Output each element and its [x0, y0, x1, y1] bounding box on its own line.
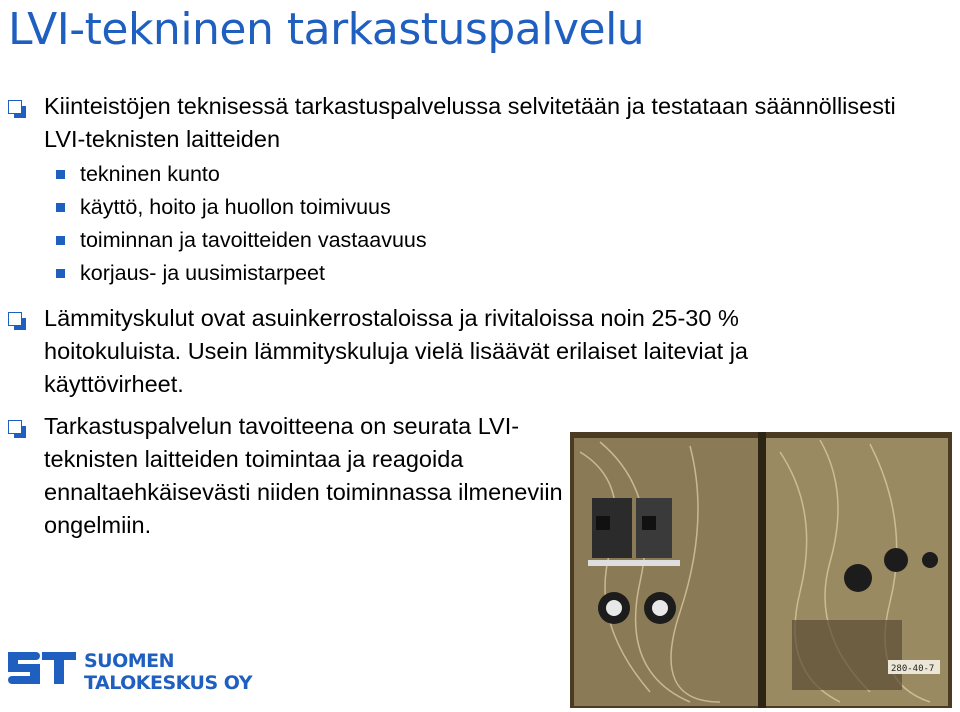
bullet-1: [8, 90, 908, 156]
square-bullet-icon: [56, 269, 65, 278]
subbullet-text: korjaus- ja uusimistarpeet: [80, 261, 325, 285]
slide-title: LVI-tekninen tarkastuspalvelu: [8, 4, 645, 55]
subbullet-1: [56, 158, 220, 191]
subbullet-2: [56, 191, 391, 224]
subbullet-3: [56, 224, 427, 257]
electrical-panel-image: [570, 432, 952, 708]
subbullet-text: käyttö, hoito ja huollon toimivuus: [80, 195, 391, 219]
st-logo-mark-icon: [8, 644, 78, 692]
bullet-text: Tarkastuspalvelun tavoitteena on seurata LVI-teknisten laitteiden toimintaa ja reagoida ennaltaehkäisevästi niiden toiminnassa ilmeneviin ongelmiin.: [44, 413, 563, 538]
square-bullet-icon: [56, 203, 65, 212]
photo-label: 280-40-7: [891, 664, 935, 674]
subbullet-text: toiminnan ja tavoitteiden vastaavuus: [80, 228, 427, 252]
subbullet-text: tekninen kunto: [80, 162, 220, 186]
checkbox-bullet-icon: [8, 100, 22, 114]
logo-text-line1: SUOMEN: [84, 650, 175, 672]
checkbox-bullet-icon: [8, 420, 22, 434]
company-logo: [8, 644, 253, 700]
bullet-text: Lämmityskulut ovat asuinkerrostaloissa ja rivitaloissa noin 25-30 % hoitokuluista. Usein lämmityskuluja vielä lisäävät erilaiset laiteviat ja käyttövirheet.: [44, 305, 749, 397]
square-bullet-icon: [56, 236, 65, 245]
logo-text-line2: TALOKESKUS OY: [84, 672, 253, 694]
equipment-photo: [570, 432, 952, 708]
subbullet-4: [56, 257, 325, 290]
bullet-2: [8, 302, 868, 401]
square-bullet-icon: [56, 170, 65, 179]
bullet-3: [8, 410, 568, 542]
checkbox-bullet-icon: [8, 312, 22, 326]
bullet-text: Kiinteistöjen teknisessä tarkastuspalvelussa selvitetään ja testataan säännöllisesti LVI-teknisten laitteiden: [44, 93, 896, 152]
